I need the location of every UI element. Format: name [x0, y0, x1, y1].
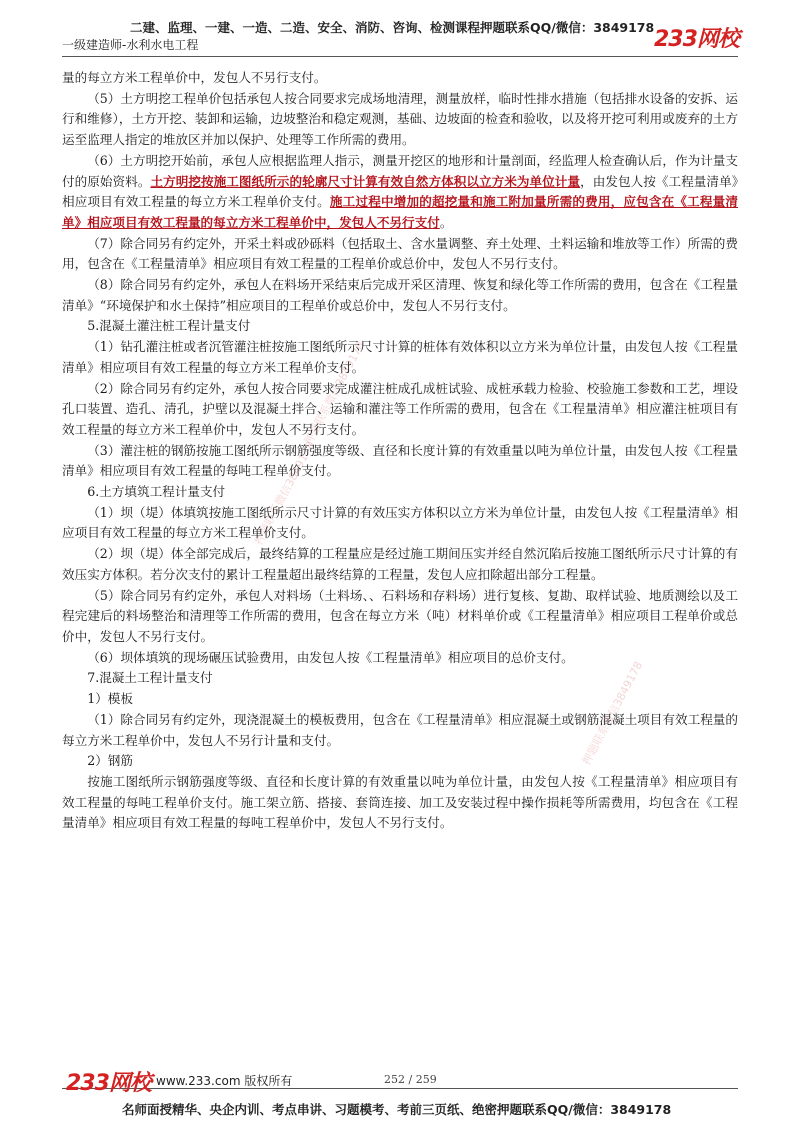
paragraph-text: （2）坝（堤）体全部完成后，最终结算的工程量应是经过施工期间压实并经自然沉陷后按施工图纸所示尺寸计算的有效压实方体积。若分次支付的累计工程量超出最终结算的工程量，发包人应扣除超出部分工程量。 [62, 546, 738, 582]
paragraph [62, 68, 738, 89]
paragraph-text: （6）坝体填筑的现场碾压试验费用，由发包人按《工程量清单》相应项目的总价支付。 [87, 649, 574, 665]
paragraph [62, 710, 738, 751]
paragraph-text: 6.土方填筑工程计量支付 [87, 484, 226, 500]
section-heading [62, 316, 738, 337]
paragraph-text: 7.混凝土工程计量支付 [87, 670, 213, 686]
paragraph-text: （5）除合同另有约定外，承包人对料场（土料场、、石料场和存料场）进行复核、复勘、取样试验、地质测绘以及工程完建后的料场整治和清理等工作所需的费用，包含在每立方米（吨）材料单价或《工程量清单》相应项目工程单价或总价中，发包人不另行支付。 [62, 587, 738, 644]
paragraph-text: （8）除合同另有约定外，承包人在料场开采结束后完成开采区清理、恢复和绿化等工作所需的费用，包含在《工程量清单》“环境保护和水土保持”相应项目的工程单价或总价中，发包人不另行支付。 [62, 277, 738, 313]
section-heading [62, 751, 738, 772]
footer-copyright[interactable]: www.233.com 版权所有 [156, 1074, 293, 1088]
header-subject: 一级建造师-水利水电工程 [62, 38, 199, 52]
paragraph [62, 648, 738, 669]
paragraph-text: 2）钢筋 [87, 753, 133, 769]
section-heading [62, 668, 738, 689]
footer-logo[interactable]: 233网校 [66, 1071, 151, 1096]
watermark: 押题联系微信3849178 [579, 659, 646, 768]
header-divider [62, 56, 738, 57]
page-number: 252 / 259 [384, 1073, 437, 1086]
paragraph [62, 234, 738, 275]
paragraph-text: 。 [439, 214, 453, 230]
paragraph [62, 151, 738, 234]
paragraph-text: 1）模板 [87, 691, 133, 707]
paragraph-text: （1）钻孔灌注桩或者沉管灌注桩按施工图纸所示尺寸计算的桩体有效体积以立方米为单位计量，由发包人按《工程量清单》相应项目有效工程量的每立方米工程单价支付。 [62, 339, 738, 375]
paragraph [62, 441, 738, 482]
paragraph-text: （7）除合同另有约定外，开采土料或砂砾料（包括取土、含水量调整、弃土处理、土料运输和堆放等工作）所需的费用，包含在《工程量清单》相应项目有效工程量的工程单价或总价中，发包人不另行支付。 [62, 235, 738, 272]
highlighted-text: 土方明挖按施工图纸所示的轮廓尺寸计算有效自然方体积以立方米为单位计量 [150, 173, 581, 189]
paragraph-text: 按施工图纸所示钢筋强度等级、直径和长度计算的有效重量以吨为单位计量，由发包人按《工程量清单》相应项目有效工程量的每吨工程单价支付。施工架立筋、搭接、套筒连接、加工及安装过程中操作损耗等所需费用，均包含在《工程量清单》相应项目有效工程量的每吨工程单价中，发包人不另行支付。 [62, 773, 738, 831]
highlighted-text: 施工过程中增加的超挖量和施工附加量所需的费用，应包含在《工程量清单》相应项目有效工程量的每立方米工程单价中，发包人不另行支付 [62, 194, 739, 230]
paragraph-text: 量的每立方米工程单价中，发包人不另行支付。 [62, 70, 327, 85]
paragraph-text: ，由发包人按《工程量清单》相应项目有效工程量的每立方米工程单价支付。 [62, 173, 739, 210]
paragraph-text: （2）除合同另有约定外，承包人按合同要求完成灌注桩成孔成桩试验、成桩承载力检验、校验施工参数和工艺，埋设孔口装置、造孔、清孔，护壁以及混凝土拌合、运输和灌注等工作所需的费用，包含在《工程量清单》相应灌注桩项目有效工程量的每立方米工程单价中，发包人不另行支付。 [62, 380, 738, 437]
site-logo[interactable]: 233网校 [654, 27, 739, 52]
paragraph [62, 503, 738, 544]
paragraph [62, 544, 738, 585]
paragraph-text: （5）土方明挖工程单价包括承包人按合同要求完成场地清理，测量放样，临时性排水措施（包括排水设备的安拆、运行和维修），土方开挖、装卸和运输，边坡整治和稳定观测，基础、边坡面的检查和验收，以及将开挖可利用或废弃的土方运至监理人指定的堆放区并加以保护、处理等工作所需的费用。 [62, 90, 738, 148]
paragraph [62, 275, 738, 316]
section-heading [62, 689, 738, 710]
paragraph-text: （6）土方明挖开始前，承包人应根据监理人指示，测量开挖区的地形和计量剖面，经监理人检查确认后，作为计量支付的原始资料。 [62, 152, 738, 189]
section-heading [62, 482, 738, 503]
paragraph-text: （1）除合同另有约定外，现浇混凝土的模板费用，包含在《工程量清单》相应混凝土或钢筋混凝土项目有效工程量的每立方米工程单价中，发包人不另行计量和支付。 [62, 711, 738, 748]
paragraph [62, 586, 738, 648]
paragraph [62, 379, 738, 441]
document-body [62, 68, 738, 834]
paragraph [62, 337, 738, 378]
header-contact-line: 二建、监理、一建、一造、二造、安全、消防、咨询、检测课程押题联系QQ/微信：3849178 [130, 20, 655, 35]
paragraph [62, 772, 738, 834]
paragraph-text: （3）灌注桩的钢筋按施工图纸所示钢筋强度等级、直径和长度计算的有效重量以吨为单位计量，由发包人按《工程量清单》相应项目有效工程量的每吨工程单价支付。 [62, 442, 738, 479]
paragraph-text: 5.混凝土灌注桩工程计量支付 [87, 318, 251, 334]
paragraph-text: （1）坝（堤）体填筑按施工图纸所示尺寸计算的有效压实方体积以立方米为单位计量，由发包人按《工程量清单》相应项目有效工程量的每立方米工程单价支付。 [62, 504, 738, 541]
paragraph [62, 89, 738, 151]
page-header [0, 0, 800, 58]
watermark: 押题联系微信3849178 [251, 439, 318, 548]
footer-contact-line: 名师面授精华、央企内训、考点串讲、习题模考、考前三页纸、绝密押题联系QQ/微信：3849178 [122, 1102, 672, 1117]
watermark: 押题联系微信3849178 [301, 339, 368, 448]
